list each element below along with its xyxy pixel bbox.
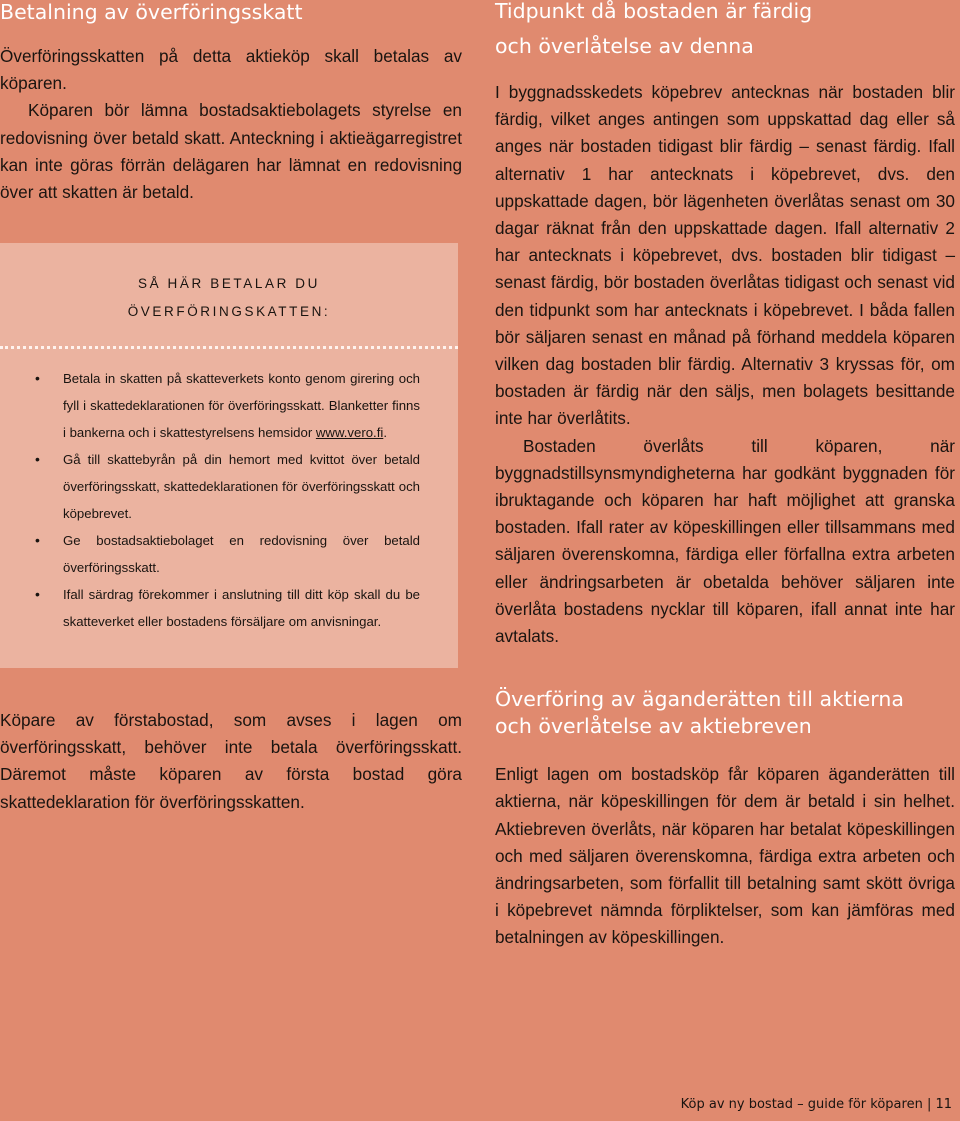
heading-payment: Betalning av överföringsskatt	[0, 0, 303, 24]
list-item: • Gå till skattebyrån på din hemort med kvittot över betald överföringsskatt, skattedeklarationen för överföringsskatt och köpebrevet.	[63, 446, 420, 527]
list-item: • Ifall särdrag förekommer i anslutning till ditt köp skall du be skatteverket eller bostadens försäljare om anvisningar.	[63, 581, 420, 635]
left-column	[0, 0, 462, 206]
page-footer: Köp av ny bostad – guide för köparen | 11	[680, 1097, 952, 1112]
instruction-list	[0, 365, 458, 635]
heading-completion: Tidpunkt då bostaden är färdig och överlåtelse av denna	[495, 0, 813, 58]
box-title-line: SÅ HÄR BETALAR DU	[138, 276, 320, 291]
instruction-box	[0, 243, 458, 668]
paragraph: Enligt lagen om bostadsköp får köparen äganderätten till aktierna, när köpeskillingen för dem är betald i sin helhet. Aktiebreven överlåts, när köparen har betalat köpeskillingen och med säljaren överenskomna, färdiga extra arbeten och ändringsarbeten, som förfallit till betalning samt skött övriga i köpebrevet nämnda förpliktelser, som kan jämföras med betalningen av köpeskillingen.	[495, 764, 955, 948]
paragraph: Bostaden överlåts till köparen, när byggnadstillsynsmyndigheterna har godkänt byggnaden för ibruktagande och köparen har haft möjlighet att granska bostaden. Ifall rater av köpeskillingen eller tillsammans med säljaren överenskomna, färdiga eller förfallna extra arbeten eller ändringsarbeten är obetalda behöver säljaren inte överlåta bostadens nycklar till köparen, ifall annat inte har avtalats.	[495, 435, 955, 647]
list-item: • Ge bostadsaktiebolaget en redovisning över betald överföringsskatt.	[63, 527, 420, 581]
heading-ownership: Överföring av äganderätten till aktierna och överlåtelse av aktiebreven	[495, 687, 904, 739]
box-title-line: ÖVERFÖRINGSKATTEN:	[127, 304, 331, 319]
right-column	[495, 0, 955, 952]
dotted-divider	[0, 346, 458, 349]
paragraph: Köparen bör lämna bostadsaktiebolagets styrelse en redovisning över betald skatt. Anteckning i aktieägarregistret kan inte göras förrän delägaren har lämnat en redovisning över att skatten är betald.	[0, 100, 462, 203]
vero-link[interactable]: www.vero.fi	[315, 425, 384, 440]
list-item-text: .	[383, 425, 387, 440]
list-item	[63, 365, 420, 446]
left-bottom	[0, 707, 462, 816]
box-title	[0, 270, 458, 326]
paragraph: Överföringsskatten på detta aktieköp skall betalas av köparen.	[0, 46, 462, 94]
paragraph: I byggnadsskedets köpebrev antecknas när bostaden blir färdig, vilket anges antingen som uppskattad dag eller så anges när bostaden tidigast blir färdig – senast färdig. Ifall alternativ 1 har antecknats i köpebrevet, dvs. den uppskattade dagen, bör lägenheten överlåtas senast om 30 dagar räknat från den uppskattade dagen. Ifall alternativ 2 har antecknats i köpebrevet, dvs. bostaden blir tidigast – senast färdig, bör bostaden överlåtas tidigast och senast vid den tidpunkt som har antecknats i köpebrevet. I båda fallen bör säljaren senast en månad på förhand meddela köparen vilken dag bostaden blir färdig. Alternativ 3 kryssas för, om bostaden är färdig när den säljs, men bolagets besittande inte har överlåtits.	[495, 82, 955, 429]
list-item-text: Betala in skatten på skatteverkets konto genom girering och fyll i skattedeklarationen för överföringsskatt. Blanketter finns i bankerna och i skattestyrelsens hemsidor	[63, 371, 420, 440]
paragraph: Köpare av förstabostad, som avses i lagen om överföringsskatt, behöver inte betala överföringsskatt. Däremot måste köparen av första bostad göra skattedeklaration för överföringsskatten.	[0, 710, 462, 812]
